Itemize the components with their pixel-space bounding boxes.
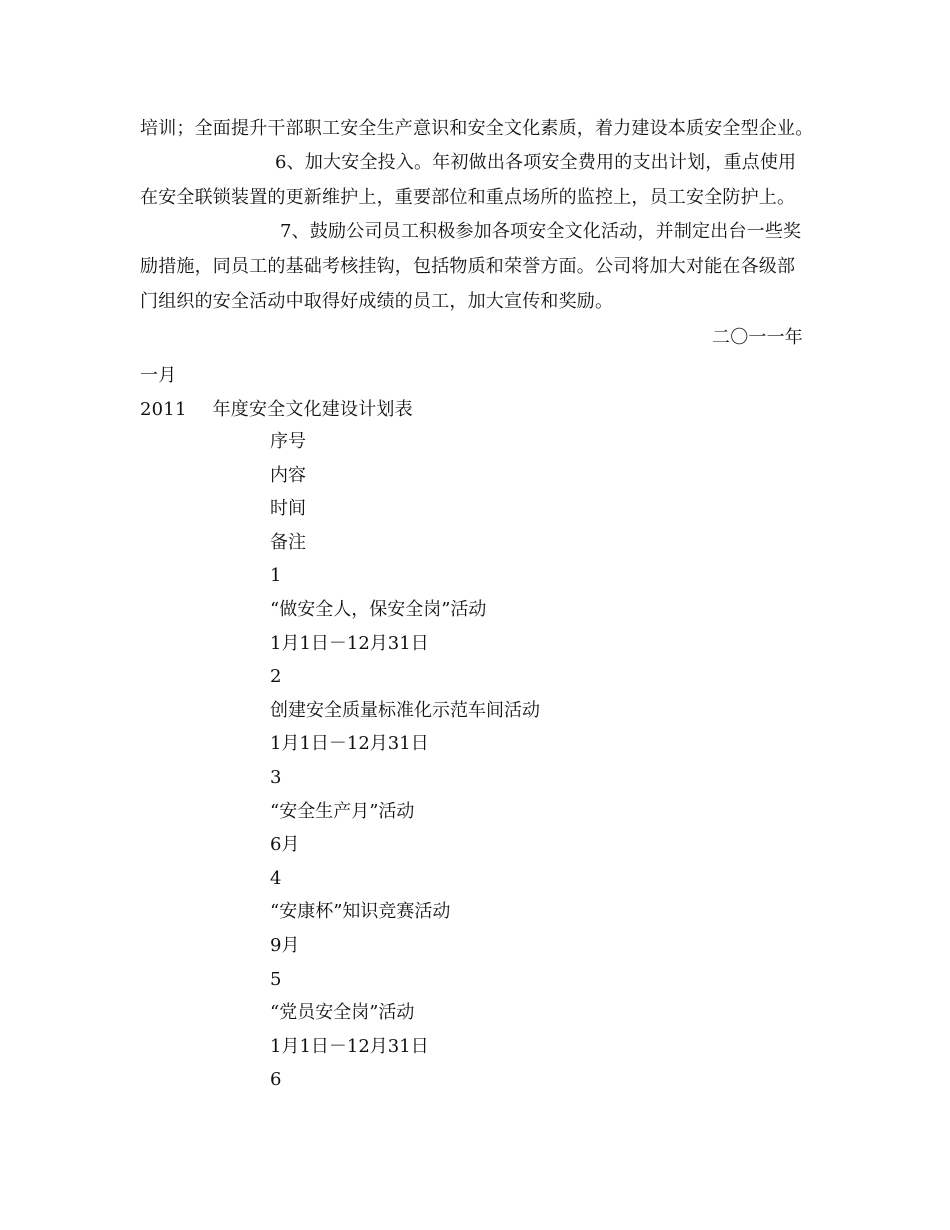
table-title-year: 2011 (140, 399, 187, 420)
table-cell: 2 (270, 666, 282, 688)
paragraph-item-7-line-1: 7、鼓励公司员工积极参加各项安全文化活动，并制定出台一些奖 (280, 221, 802, 242)
paragraph-item-6-line-1: 6、加大安全投入。年初做出各项安全费用的支出计划，重点使用 (275, 152, 797, 173)
table-cell: 1月1日－12月31日 (270, 733, 429, 755)
table-cell: 6 (270, 1069, 282, 1091)
table-cell: 1 (270, 565, 282, 587)
table-title-text: 年度安全文化建设计划表 (212, 399, 413, 420)
table-cell: 备注 (270, 531, 306, 553)
table-cell: 创建安全质量标准化示范车间活动 (270, 699, 540, 721)
paragraph-item-6-line-2: 在安全联锁装置的更新维护上，重要部位和重点场所的监控上，员工安全防护上。 (140, 187, 796, 208)
date-year: 二〇一一年 (712, 327, 803, 348)
table-cell: 1月1日－12月31日 (270, 632, 429, 654)
date-month: 一月 (140, 365, 177, 386)
paragraph-item-7-line-2: 励措施，同员工的基础考核挂钩，包括物质和荣誉方面。公司将加大对能在各级部 (140, 256, 796, 277)
table-cell: 内容 (270, 464, 306, 486)
plan-table-cells (270, 430, 870, 1102)
table-cell: “安全生产月”活动 (270, 800, 415, 822)
table-cell: 9月 (270, 934, 300, 956)
table-cell: 4 (270, 867, 282, 889)
table-cell: 5 (270, 968, 282, 990)
table-title (140, 398, 413, 422)
paragraph-item-7-line-3: 门组织的安全活动中取得好成绩的员工，加大宣传和奖励。 (140, 291, 614, 312)
table-cell: 3 (270, 766, 282, 788)
table-cell: 1月1日－12月31日 (270, 1035, 429, 1057)
table-cell: “做安全人，保安全岗”活动 (270, 598, 487, 620)
table-cell: 时间 (270, 498, 306, 520)
table-cell: “党员安全岗”活动 (270, 1002, 415, 1024)
paragraph-line-intro-tail: 培训；全面提升干部职工安全生产意识和安全文化素质，着力建设本质安全型企业。 (140, 118, 814, 139)
table-cell: 序号 (270, 431, 306, 452)
table-cell: “安康杯”知识竞赛活动 (270, 901, 451, 923)
table-cell: 6月 (270, 834, 300, 856)
